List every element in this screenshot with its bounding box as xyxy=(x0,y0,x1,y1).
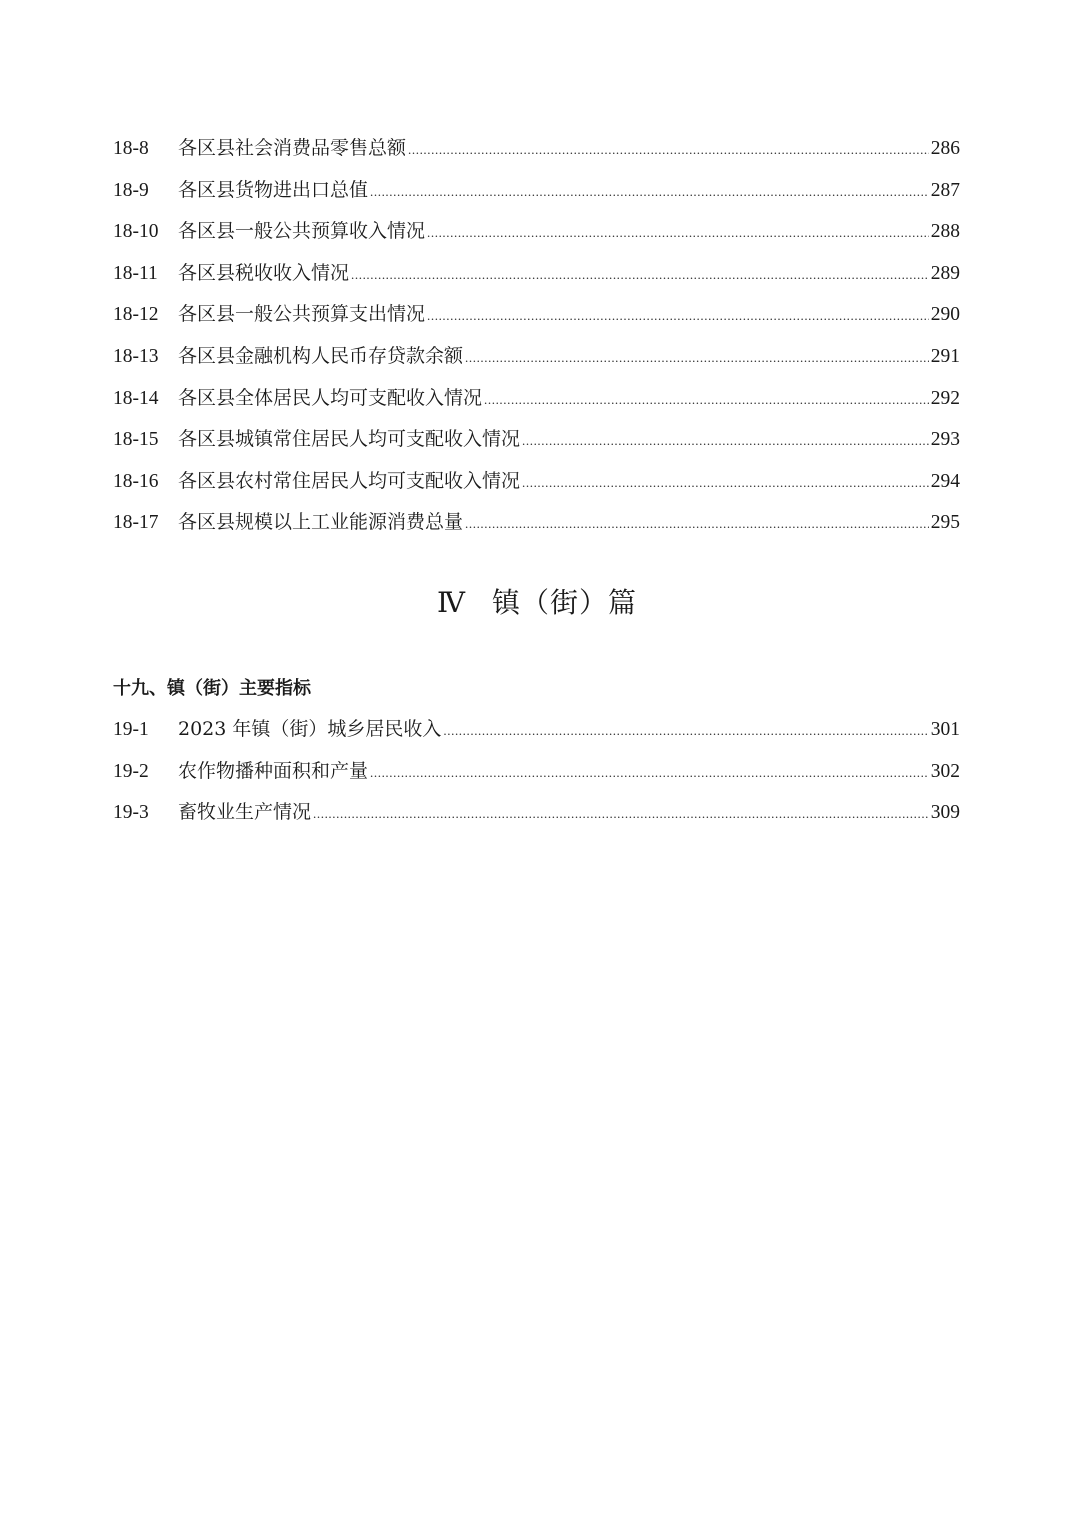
toc-entry-title: 2023 年镇（街）城乡居民收入 xyxy=(178,718,442,740)
toc-entry-number: 19-3 xyxy=(113,802,149,824)
toc-dot-leader xyxy=(351,254,929,296)
toc-entry-page: 290 xyxy=(930,304,960,326)
toc-entry-number: 18-10 xyxy=(113,221,159,243)
toc-dot-leader xyxy=(465,337,929,379)
toc-entry-title: 各区县城镇常住居民人均可支配收入情况 xyxy=(178,428,521,451)
toc-entry-page: 309 xyxy=(930,802,960,824)
toc-entry-title: 各区县社会消费品零售总额 xyxy=(178,137,407,159)
toc-dot-leader xyxy=(370,752,929,794)
toc-entry-page: 293 xyxy=(930,429,960,451)
toc-entry-number: 18-11 xyxy=(113,262,158,284)
toc-entry-page: 289 xyxy=(930,262,960,284)
toc-entry-number: 18-13 xyxy=(113,345,159,367)
toc-list-town xyxy=(113,709,960,834)
toc-entry-18-8[interactable] xyxy=(113,128,960,170)
toc-entry-page: 301 xyxy=(930,719,960,740)
toc-entry-title: 各区县一般公共预算支出情况 xyxy=(178,303,426,326)
toc-entry-page: 295 xyxy=(930,512,960,534)
toc-entry-title: 畜牧业生产情况 xyxy=(178,801,312,824)
toc-entry-number: 18-8 xyxy=(113,138,149,159)
toc-entry-18-16[interactable] xyxy=(113,461,960,503)
toc-entry-title: 各区县规模以上工业能源消费总量 xyxy=(178,511,464,534)
toc-entry-page: 302 xyxy=(930,760,960,782)
toc-entry-18-14[interactable] xyxy=(113,378,960,420)
part-roman-numeral: Ⅳ xyxy=(437,588,466,619)
toc-dot-leader xyxy=(522,420,929,462)
toc-entry-title: 各区县农村常住居民人均可支配收入情况 xyxy=(178,469,521,492)
toc-dot-leader xyxy=(313,793,929,835)
toc-list-district xyxy=(113,128,960,544)
toc-entry-18-11[interactable] xyxy=(113,253,960,295)
section-heading: 十九、镇（街）主要指标 xyxy=(113,678,311,699)
toc-entry-19-2[interactable] xyxy=(113,751,960,793)
toc-entry-19-1[interactable] xyxy=(113,709,960,751)
toc-dot-leader xyxy=(427,295,929,337)
toc-dot-leader xyxy=(408,129,929,171)
toc-entry-title: 各区县金融机构人民币存贷款余额 xyxy=(178,344,464,367)
toc-dot-leader xyxy=(484,379,929,421)
toc-entry-18-9[interactable] xyxy=(113,170,960,212)
toc-entry-page: 288 xyxy=(930,221,960,243)
toc-entry-page: 291 xyxy=(930,345,960,367)
toc-entry-19-3[interactable] xyxy=(113,792,960,834)
toc-entry-number: 19-2 xyxy=(113,760,149,782)
toc-entry-number: 18-12 xyxy=(113,304,159,326)
toc-entry-title: 各区县货物进出口总值 xyxy=(178,178,369,201)
toc-dot-leader xyxy=(465,503,929,545)
toc-dot-leader xyxy=(370,171,929,213)
toc-entry-page: 292 xyxy=(930,387,960,409)
toc-entry-title: 各区县一般公共预算收入情况 xyxy=(178,220,426,243)
toc-entry-title: 各区县税收收入情况 xyxy=(178,261,350,284)
toc-entry-number: 18-16 xyxy=(113,470,159,492)
toc-entry-title: 各区县全体居民人均可支配收入情况 xyxy=(178,386,483,409)
toc-entry-number: 18-17 xyxy=(113,512,159,534)
toc-entry-page: 286 xyxy=(930,138,960,159)
toc-entry-number: 18-14 xyxy=(113,387,159,409)
toc-entry-18-10[interactable] xyxy=(113,211,960,253)
toc-entry-page: 287 xyxy=(930,179,960,201)
toc-dot-leader xyxy=(427,212,929,254)
toc-dot-leader xyxy=(443,710,928,752)
toc-entry-18-17[interactable] xyxy=(113,502,960,544)
part-heading xyxy=(0,578,1074,629)
toc-entry-page: 294 xyxy=(930,470,960,492)
toc-entry-title: 农作物播种面积和产量 xyxy=(178,759,369,782)
part-title: 镇（街）篇 xyxy=(491,586,637,619)
toc-entry-18-13[interactable] xyxy=(113,336,960,378)
toc-entry-number: 19-1 xyxy=(113,719,149,740)
toc-entry-number: 18-15 xyxy=(113,429,159,451)
toc-dot-leader xyxy=(522,462,929,504)
toc-entry-18-12[interactable] xyxy=(113,294,960,336)
toc-entry-18-15[interactable] xyxy=(113,419,960,461)
toc-entry-number: 18-9 xyxy=(113,179,149,201)
